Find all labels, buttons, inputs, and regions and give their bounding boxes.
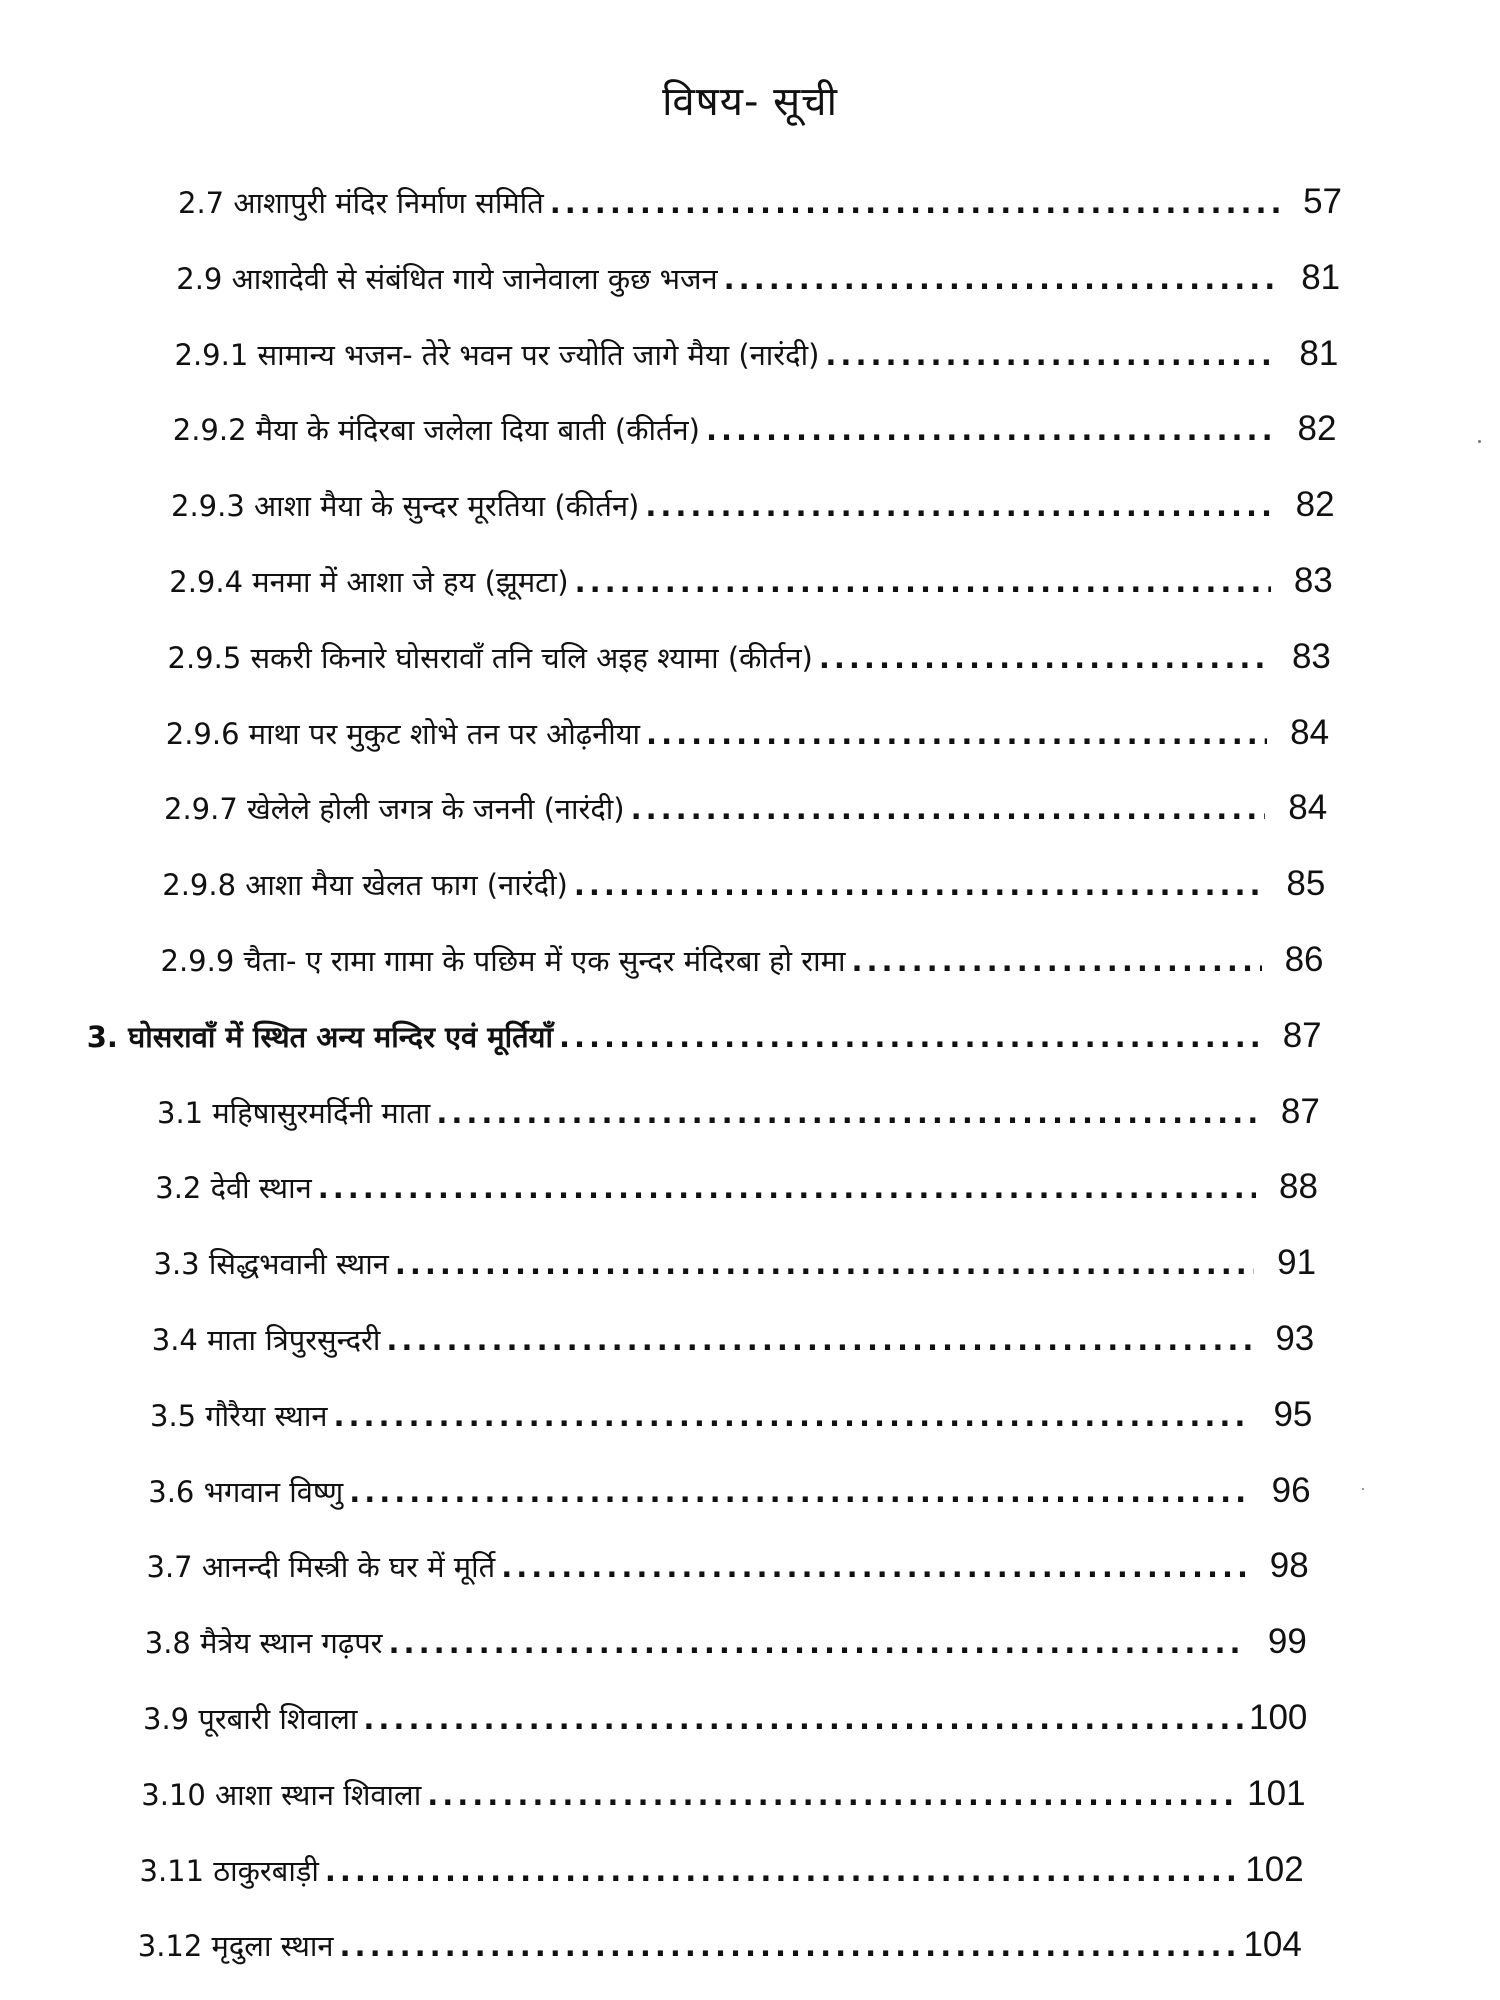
toc-entry-page: 81	[1301, 257, 1341, 297]
toc-entry	[157, 1088, 1320, 1136]
toc-entry	[171, 481, 1335, 529]
toc-entry-title: सामान्य भजन- तेरे भवन पर ज्योति जागे मैया (नारंदी)	[257, 337, 820, 372]
toc-entry	[175, 330, 1339, 378]
toc-entry-title: मैया के मंदिरबा जलेला दिया बाती (कीर्तन)	[255, 413, 700, 448]
toc-entry-title: आशा मैया खेलत फाग (नारंदी)	[245, 868, 568, 903]
toc-entry-title: मृदुला स्थान	[211, 1929, 334, 1964]
dot-leader	[852, 937, 1262, 985]
toc-entry-page: 84	[1290, 712, 1330, 752]
toc-entry-page: 83	[1291, 636, 1331, 676]
dot-leader	[395, 1240, 1254, 1288]
toc-entry	[152, 1315, 1315, 1363]
toc-entry	[145, 1618, 1307, 1666]
dot-leader	[340, 1922, 1238, 1970]
toc-entry	[176, 254, 1340, 302]
toc-entry-number: 3.4	[151, 1323, 198, 1357]
toc-entry-title: मैत्रेय स्थान गढ़पर	[200, 1626, 383, 1661]
toc-entry-page: 84	[1288, 788, 1328, 828]
dot-leader	[724, 255, 1278, 303]
toc-entry-number: 3.8	[144, 1626, 191, 1661]
toc-entry-page: 81	[1299, 333, 1339, 373]
dot-leader	[318, 1164, 1256, 1212]
toc-entry-page: 104	[1243, 1925, 1302, 1965]
toc-entry-title: चैता- ए रामा गामा के पछिम में एक सुन्दर मंदिरबा हो रामा	[243, 944, 846, 978]
toc-entry-title: भगवान विष्णु	[203, 1474, 344, 1509]
toc-entry	[169, 557, 1333, 605]
toc-entry	[162, 860, 1325, 908]
toc-entry-number: 2.9.7	[164, 792, 238, 827]
toc-entry-number: 2.7	[178, 186, 225, 220]
toc-entry-number: 2.9.4	[169, 565, 244, 599]
toc-entry-number: 2.9.9	[160, 944, 235, 978]
toc-entry-number: 3.1	[157, 1095, 204, 1130]
dot-leader	[550, 179, 1280, 227]
toc-entry-page: 96	[1271, 1470, 1311, 1510]
dot-leader	[325, 1847, 1239, 1895]
toc-entry-number: 3.7	[146, 1550, 193, 1585]
toc-entry-number: 2.9.2	[172, 413, 247, 448]
toc-entry-page: 87	[1282, 1015, 1322, 1055]
toc-entry	[147, 1542, 1309, 1590]
dot-leader	[631, 785, 1266, 833]
toc-entry-number: 3.11	[139, 1853, 205, 1888]
toc-entry-number: 2.9.1	[174, 337, 249, 372]
toc-entry	[87, 1012, 1322, 1060]
toc-entry-title: आनन्दी मिस्त्री के घर में मूर्ति	[201, 1550, 496, 1585]
toc-entry-title: पूरबारी शिवाला	[198, 1702, 358, 1736]
toc-entry-title: माथा पर मुकुट शोभे तन पर ओढ़नीया	[248, 716, 641, 751]
dot-leader	[436, 1089, 1257, 1137]
toc-entry	[150, 1391, 1312, 1439]
toc-entry-number: 3.12	[137, 1929, 203, 1964]
toc-entry-page: 98	[1269, 1546, 1309, 1586]
toc-entry-number: 2.9.3	[171, 489, 245, 524]
toc-entry-title: देवी स्थान	[210, 1171, 312, 1206]
toc-entry-page: 82	[1297, 409, 1337, 449]
toc-entry-title: आशादेवी से संबंधित गाये जानेवाला कुछ भजन	[231, 261, 718, 296]
toc-entry-number: 3.9	[143, 1702, 190, 1736]
toc-entry-number: 2.9.6	[165, 716, 240, 751]
toc-entry-number: 3.3	[153, 1247, 200, 1282]
dot-leader	[706, 406, 1274, 454]
toc-entry-page: 101	[1247, 1773, 1306, 1813]
dot-leader	[646, 710, 1267, 758]
toc-entry-page: 88	[1279, 1167, 1318, 1207]
toc-entry	[168, 633, 1331, 681]
toc-entry	[140, 1846, 1302, 1894]
toc-entry-title: मनमा में आशा जे हय (झूमटा)	[252, 565, 569, 599]
dot-leader	[575, 558, 1271, 606]
toc-entry	[141, 1770, 1306, 1818]
toc-entry-title: माता त्रिपुरसुन्दरी	[207, 1323, 381, 1357]
toc-entry-page: 85	[1286, 864, 1326, 904]
toc-entry-page: 83	[1293, 561, 1333, 600]
toc-entry-title: ठाकुरबाड़ी	[213, 1853, 319, 1888]
dot-leader	[819, 634, 1269, 682]
toc-entry	[166, 709, 1329, 757]
toc-entry-number: 2.9.8	[162, 868, 237, 903]
toc-entry-number: 3.2	[155, 1171, 202, 1206]
toc-entry	[138, 1921, 1300, 1969]
toc-entry-title: आशा मैया के सुन्दर मूरतिया (कीर्तन)	[254, 489, 640, 524]
toc-entry	[155, 1163, 1318, 1211]
toc-entry-page: 102	[1245, 1849, 1304, 1889]
toc-entry-page: 86	[1284, 940, 1324, 979]
toc-entry-page: 99	[1267, 1622, 1307, 1662]
dot-leader	[501, 1543, 1246, 1591]
toc-entry-page: 82	[1295, 485, 1335, 525]
toc-entry-title: आशापुरी मंदिर निर्माण समिति	[233, 186, 544, 220]
toc-entry	[178, 178, 1342, 226]
toc-entry	[143, 1694, 1308, 1742]
toc-entry-page: 100	[1249, 1698, 1308, 1737]
toc-entry	[161, 936, 1324, 984]
dot-leader	[363, 1695, 1243, 1743]
toc-entry-number: 3.	[86, 1019, 118, 1054]
toc-entry-number: 3.6	[148, 1474, 195, 1509]
toc-entry-title: सिद्धभवानी स्थान	[208, 1247, 389, 1282]
toc-entry-title: सकरी किनारे घोसरावाँ तनि चलि अइह श्यामा (कीर्तन)	[250, 640, 813, 675]
dot-leader	[427, 1771, 1241, 1819]
toc-entry-title: घोसरावाँ में स्थित अन्य मन्दिर एवं मूर्तियाँ	[128, 1019, 553, 1054]
toc-entry-page: 57	[1303, 182, 1342, 221]
toc-entry	[173, 405, 1337, 453]
dot-leader	[645, 482, 1272, 530]
toc-entry-page: 91	[1277, 1243, 1317, 1283]
dot-leader	[574, 861, 1264, 909]
toc-entry-number: 3.10	[141, 1777, 206, 1812]
page-title: विषय- सूची	[662, 79, 838, 125]
toc-entry-page: 95	[1273, 1394, 1313, 1434]
toc-entry-title: महिषासुरमर्दिनी माता	[212, 1095, 431, 1130]
scan-speck	[1478, 440, 1481, 443]
dot-leader	[389, 1619, 1245, 1667]
dot-leader	[349, 1468, 1248, 1516]
dot-leader	[386, 1316, 1252, 1364]
toc-entry-number: 2.9	[176, 261, 223, 296]
toc-entry-number: 3.5	[150, 1398, 197, 1433]
dot-leader	[559, 1013, 1260, 1061]
toc-entry-page: 87	[1280, 1091, 1320, 1131]
scan-speck	[1362, 1488, 1364, 1490]
toc-entry-title: गौरैया स्थान	[205, 1398, 328, 1433]
toc-entry	[164, 784, 1327, 832]
toc-entry-number: 2.9.5	[167, 640, 242, 675]
toc-entry-page: 93	[1275, 1319, 1315, 1358]
toc-entry	[154, 1239, 1317, 1287]
toc-entry	[148, 1467, 1310, 1515]
toc-entry-title: खेलेले होली जगत्र के जननी (नारंदी)	[247, 792, 625, 827]
dot-leader	[825, 331, 1276, 379]
dot-leader	[333, 1392, 1250, 1440]
toc-entry-title: आशा स्थान शिवाला	[215, 1777, 422, 1812]
